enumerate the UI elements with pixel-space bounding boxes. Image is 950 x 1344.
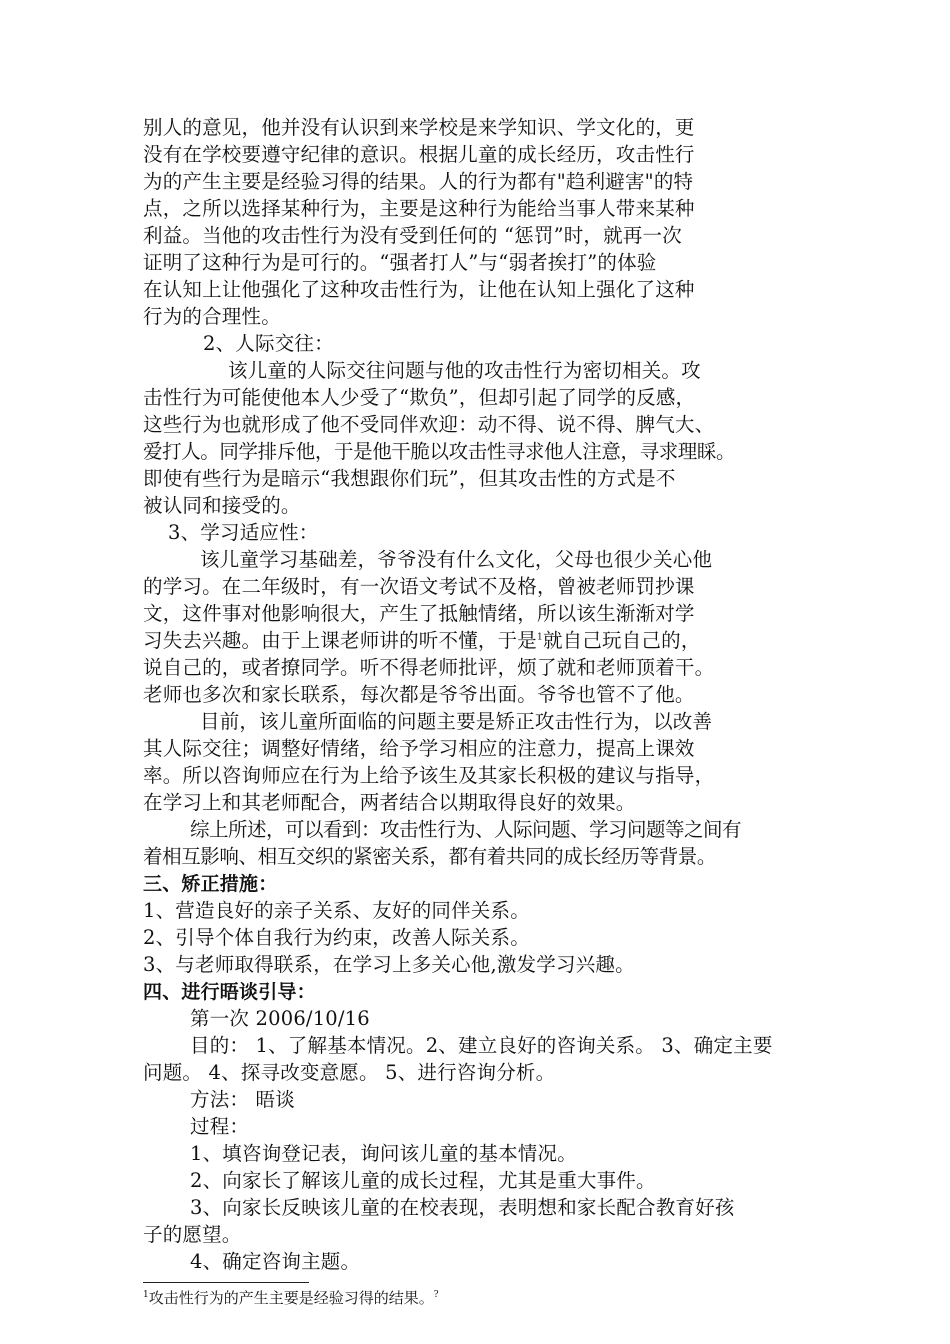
footnote-marker: 1 [143, 1290, 149, 1300]
session-date: 第一次 2006/10/16 [190, 1007, 370, 1030]
process-step: 4、确定咨询主题。 [190, 1250, 361, 1273]
body-line: 其人际交往；调整好情绪，给予学习相应的注意力，提高上课效 [143, 737, 695, 760]
body-line: 在学习上和其老师配合，两者结合以期取得良好的效果。 [143, 791, 636, 814]
process-step: 1、填咨询登记表，询问该儿童的基本情况。 [190, 1142, 577, 1165]
subsection-title: 2、人际交往： [203, 332, 334, 355]
body-text: 就自己玩自己的， [542, 629, 701, 652]
subsection-title: 3、学习适应性： [168, 521, 319, 544]
body-line: 即使有些行为是暗示“我想跟你们玩”，但其攻击性的方式是不 [143, 467, 676, 490]
process-step: 2、向家长了解该儿童的成长过程，尤其是重大事件。 [190, 1169, 656, 1192]
footnote-text: 攻击性行为的产生主要是经验习得的结果。 [148, 1289, 434, 1307]
body-line: 别人的意见，他并没有认识到来学校是来学知识、学文化的，更 [143, 116, 695, 139]
body-line: 为的产生主要是经验习得的结果。人的行为都有"趋利避害"的特 [143, 170, 694, 193]
body-line: 击性行为可能使他本人少受了“欺负”，但却引起了同学的反感， [143, 386, 696, 409]
body-line: 爱打人。同学排斥他，于是他干脆以攻击性寻求他人注意，寻求理睬。 [143, 440, 736, 463]
session-process-label: 过程： [190, 1115, 250, 1138]
body-line: 综上所述，可以看到：攻击性行为、人际问题、学习问题等之间有 [190, 818, 742, 841]
session-goal: 目的： 1、了解基本情况。2、建立良好的咨询关系。 3、确定主要 [190, 1034, 773, 1057]
list-item: 2、引导个体自我行为约束，改善人际关系。 [143, 926, 530, 949]
body-line: 文，这件事对他影响很大，产生了抵触情绪，所以该生渐渐对学 [143, 602, 695, 625]
body-line: 没有在学校要遵守纪律的意识。根据儿童的成长经历，攻击性行 [143, 143, 695, 166]
footnote-ref[interactable]: 1 [537, 632, 543, 643]
body-line: 老师也多次和家长联系，每次都是爷爷出面。爷爷也管不了他。 [143, 683, 695, 706]
section-title: 四、进行晤谈引导： [143, 981, 316, 1003]
footnote-separator [143, 1282, 309, 1283]
section-title: 三、矫正措施： [143, 873, 278, 895]
process-step: 3、向家长反映该儿童的在校表现，表明想和家长配合教育好孩 [190, 1196, 735, 1219]
body-line: 证明了这种行为是可行的。“强者打人”与“弱者挨打”的体验 [143, 251, 657, 274]
footnote [143, 1288, 439, 1308]
body-line: 点，之所以选择某种行为，主要是这种行为能给当事人带来某种 [143, 197, 695, 220]
body-line: 目前，该儿童所面临的问题主要是矫正攻击性行为，以改善 [200, 710, 713, 733]
body-line: 行为的合理性。 [143, 305, 281, 328]
body-line: 该儿童的人际交往问题与他的攻击性行为密切相关。攻 [228, 359, 701, 382]
body-line: 该儿童学习基础差，爷爷没有什么文化，父母也很少关心他 [200, 548, 713, 571]
body-line [143, 628, 701, 654]
list-item: 3、与老师取得联系，在学习上多关心他,激发学习兴趣。 [143, 953, 635, 976]
body-line: 率。所以咨询师应在行为上给予该生及其家长积极的建议与指导， [143, 764, 715, 787]
session-method: 方法： 晤谈 [190, 1088, 295, 1111]
body-line: 的学习。在二年级时，有一次语文考试不及格，曾被老师罚抄课 [143, 575, 695, 598]
body-text: 习失去兴趣。由于上课老师讲的听不懂，于是 [143, 629, 538, 652]
body-line: 在认知上让他强化了这种攻击性行为，让他在认知上强化了这种 [143, 278, 695, 301]
body-line: 被认同和接受的。 [143, 494, 301, 517]
process-step: 子的愿望。 [143, 1223, 242, 1246]
body-line: 说自己的，或者撩同学。听不得老师批评，烦了就和老师顶着干。 [143, 656, 715, 679]
body-line: 着相互影响、相互交织的紧密关系，都有着共同的成长经历等背景。 [143, 845, 717, 868]
body-line: 利益。当他的攻击性行为没有受到任何的 “惩罚”时，就再一次 [143, 224, 682, 247]
session-goal: 问题。 4、探寻改变意愿。 5、进行咨询分析。 [143, 1061, 556, 1084]
list-item: 1、营造良好的亲子关系、友好的同伴关系。 [143, 899, 530, 922]
body-line: 这些行为也就形成了他不受同伴欢迎：动不得、说不得、脾气大、 [143, 413, 715, 436]
footnote-trail: ? [433, 1290, 439, 1300]
